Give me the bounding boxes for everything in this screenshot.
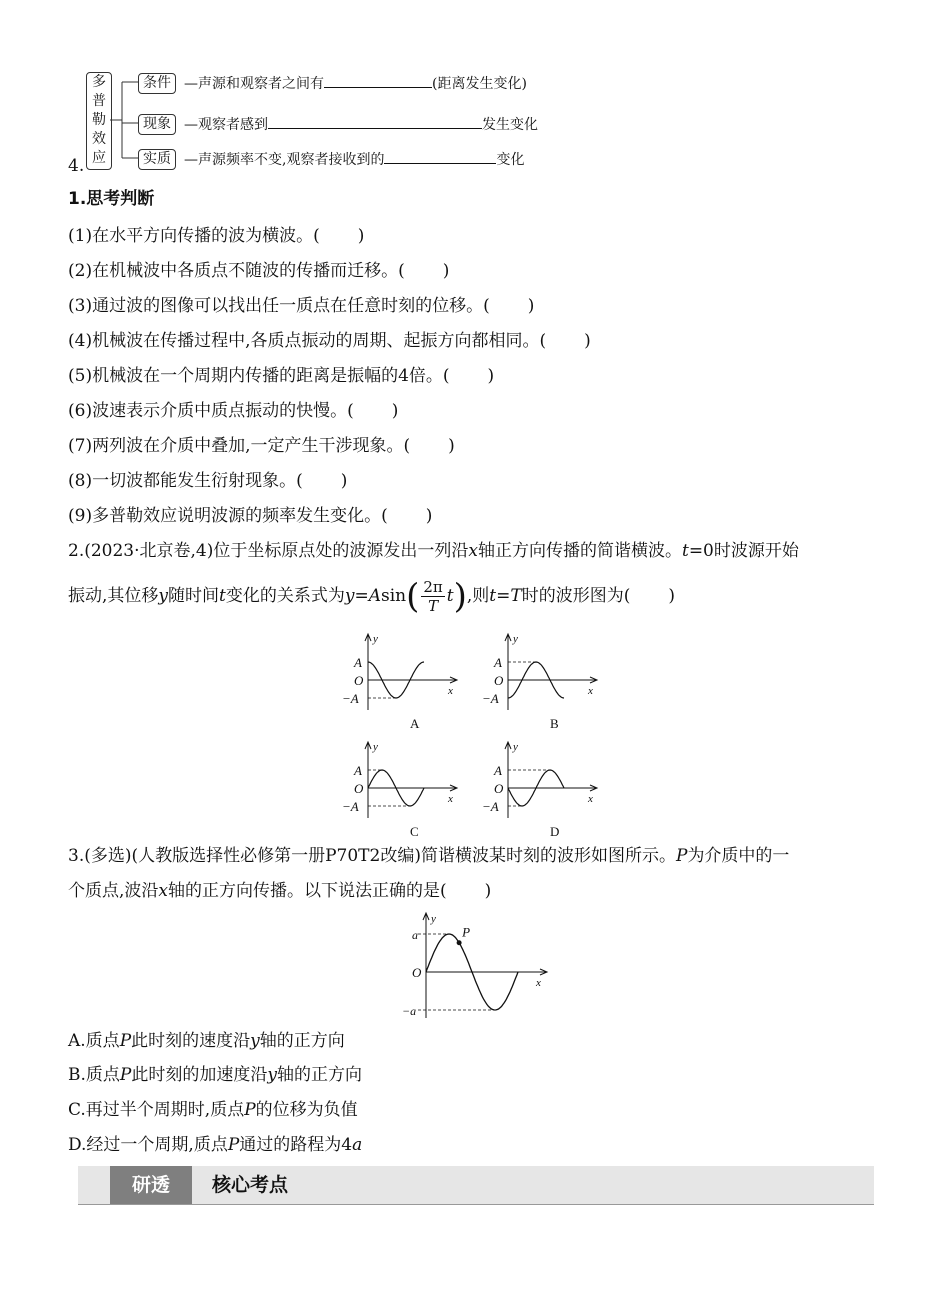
x-axis-label: x xyxy=(588,793,593,805)
amp-label: A xyxy=(494,655,502,670)
judge-item: (5)机械波在一个周期内传播的距离是振幅的4倍。( ) xyxy=(68,366,495,386)
q3-choice-d[interactable]: D.经过一个周期,质点P通过的路程为4a xyxy=(68,1135,363,1155)
y-axis-label: y xyxy=(431,913,436,925)
x-axis-label: x xyxy=(536,977,541,989)
q2-line1: 2.(2023·北京卷,4)位于坐标原点处的波源发出一列沿x轴正方向传播的简谐横波。t=0时波源开始 xyxy=(68,541,799,561)
option-label: B xyxy=(550,716,559,731)
tag-phenomenon: 现象 xyxy=(138,114,176,135)
judge-item: (8)一切波都能发生衍射现象。( ) xyxy=(68,471,348,491)
row-text: (距离发生变化) xyxy=(432,76,527,92)
neg-amp-label: −A xyxy=(482,691,499,706)
origin-label: O xyxy=(354,673,364,688)
neg-amp-label: −A xyxy=(482,799,499,814)
y-axis-label: y xyxy=(373,633,378,645)
point-p-label: P xyxy=(462,924,471,940)
concept-row-phenomenon: —观察者感到 发生变化 xyxy=(184,114,538,135)
x-axis-label: x xyxy=(588,685,593,697)
q3-wave-figure xyxy=(400,910,550,1020)
point-p xyxy=(457,940,462,945)
row-text: 观察者感到 xyxy=(198,117,268,133)
option-label: C xyxy=(410,824,419,839)
doppler-number: 4. xyxy=(68,156,85,176)
amp-label: a xyxy=(412,928,418,942)
q2-option-graphs xyxy=(330,625,630,840)
y-axis-label: y xyxy=(373,741,378,753)
q3-choice-c[interactable]: C.再过半个周期时,质点P的位移为负值 xyxy=(68,1100,358,1120)
x-axis-label: x xyxy=(448,685,453,697)
neg-amp-label: −a xyxy=(402,1004,417,1018)
section-header-bar xyxy=(78,1166,874,1205)
neg-amp-label: −A xyxy=(342,691,359,706)
concept-connector-lines xyxy=(110,70,140,170)
judge-item: (9)多普勒效应说明波源的频率发生变化。( ) xyxy=(68,506,433,526)
judge-title: 1.思考判断 xyxy=(68,189,155,209)
section-title: 核心考点 xyxy=(212,1174,289,1196)
q3-line1: 3.(多选)(人教版选择性必修第一册P70T2改编)简谐横波某时刻的波形如图所示。P为介质中的一 xyxy=(68,846,790,866)
concept-row-condition: —声源和观察者之间有 (距离发生变化) xyxy=(184,73,527,94)
y-axis-label: y xyxy=(513,633,518,645)
amp-label: A xyxy=(494,763,502,778)
concept-row-essence: —声源频率不变,观察者接收到的 变化 xyxy=(184,149,524,170)
row-text: 发生变化 xyxy=(482,117,538,133)
tag-condition: 条件 xyxy=(138,73,176,94)
amp-label: A xyxy=(354,763,362,778)
root-char: 效 xyxy=(92,131,106,147)
fraction: $\frac{2\pi}{T}$ xyxy=(423,578,443,615)
root-char: 多 xyxy=(92,74,106,90)
judge-item: (4)机械波在传播过程中,各质点振动的周期、起振方向都相同。( ) xyxy=(68,331,591,351)
q3-line2: 个质点,波沿x轴的正方向传播。以下说法正确的是( ) xyxy=(68,881,492,901)
tag-essence: 实质 xyxy=(138,149,176,170)
fill-blank xyxy=(268,114,482,129)
row-text: 声源频率不变,观察者接收到的 xyxy=(198,152,385,168)
origin-label: O xyxy=(412,965,422,980)
neg-amp-label: −A xyxy=(342,799,359,814)
fill-blank xyxy=(384,149,496,164)
q2-line2: 振动,其位移y随时间t变化的关系式为y=Asin( $\frac{2\pi}{T}$ t),则t=T时的波形图为( ) xyxy=(68,576,675,617)
origin-label: O xyxy=(354,781,364,796)
root-char: 勒 xyxy=(92,112,106,128)
doppler-root-box xyxy=(86,72,112,170)
section-tag: 研透 xyxy=(110,1166,192,1204)
origin-label: O xyxy=(494,781,504,796)
option-label: D xyxy=(550,824,560,839)
judge-item: (1)在水平方向传播的波为横波。( ) xyxy=(68,226,365,246)
q3-choice-a[interactable]: A.质点P此时刻的速度沿y轴的正方向 xyxy=(68,1031,345,1051)
amp-label: A xyxy=(354,655,362,670)
root-char: 应 xyxy=(92,150,106,166)
fill-blank xyxy=(324,73,432,88)
judge-item: (7)两列波在介质中叠加,一定产生干涉现象。( ) xyxy=(68,436,455,456)
row-text: 声源和观察者之间有 xyxy=(198,76,324,92)
y-axis-label: y xyxy=(513,741,518,753)
q3-choice-b[interactable]: B.质点P此时刻的加速度沿y轴的正方向 xyxy=(68,1065,362,1085)
option-label: A xyxy=(410,716,420,731)
row-text: 变化 xyxy=(496,152,525,168)
x-axis-label: x xyxy=(448,793,453,805)
judge-item: (6)波速表示介质中质点振动的快慢。( ) xyxy=(68,401,399,421)
judge-item: (3)通过波的图像可以找出任一质点在任意时刻的位移。( ) xyxy=(68,296,535,316)
judge-item: (2)在机械波中各质点不随波的传播而迁移。( ) xyxy=(68,261,450,281)
origin-label: O xyxy=(494,673,504,688)
root-char: 普 xyxy=(92,93,106,109)
